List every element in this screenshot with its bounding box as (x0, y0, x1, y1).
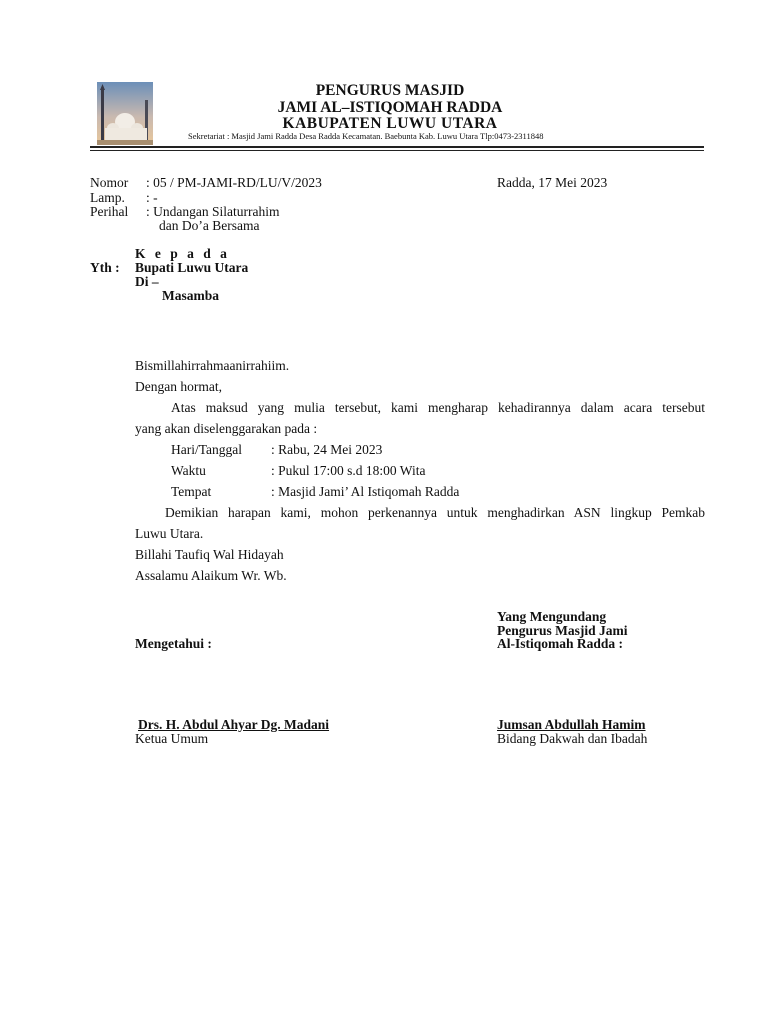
left-signatory-name: Drs. H. Abdul Ahyar Dg. Madani (138, 717, 330, 732)
detail-value-place: : Masjid Jami’ Al Istiqomah Radda (271, 484, 460, 499)
left-signatory-title: Ketua Umum (135, 731, 209, 746)
nomor-label: Nomor (90, 175, 129, 190)
detail-label-date: Hari/Tanggal (171, 442, 243, 457)
yth-label: Yth : (90, 260, 120, 275)
perihal-label: Perihal (90, 204, 129, 219)
paragraph-2-line-2: Luwu Utara. (135, 526, 204, 541)
lamp-value: : - (146, 190, 158, 205)
org-name-line1: PENGURUS MASJID (315, 82, 465, 99)
inviter-heading-2: Pengurus Masjid Jami (497, 623, 628, 638)
mosque-photo-icon (97, 82, 153, 145)
greeting-text: Dengan hormat, (135, 379, 222, 394)
org-name-line2: JAMI AL–ISTIQOMAH RADDA (277, 99, 503, 116)
perihal-value-2: dan Do’a Bersama (159, 218, 260, 233)
recipient-city: Masamba (162, 288, 219, 303)
perihal-value: : Undangan Silaturrahim (146, 204, 280, 219)
kepada-label: K e p a d a (135, 246, 230, 261)
nomor-value: : 05 / PM-JAMI-RD/LU/V/2023 (146, 175, 322, 190)
opening-text: Bismillahirrahmaanirrahiim. (135, 358, 290, 373)
recipient-name: Bupati Luwu Utara (135, 260, 249, 275)
inviter-heading-3: Al-Istiqomah Radda : (497, 636, 624, 651)
right-signatory-title: Bidang Dakwah dan Ibadah (497, 731, 648, 746)
paragraph-2-line-1: Demikian harapan kami, mohon perkenannya untuk menghadirkan ASN lingkup Pemkab (165, 505, 705, 520)
header-rule-thick (90, 146, 704, 148)
header-rule-thin (90, 150, 704, 151)
closing-line-1: Billahi Taufiq Wal Hidayah (135, 547, 284, 562)
right-signatory-name: Jumsan Abdullah Hamim (497, 717, 646, 732)
detail-value-date: : Rabu, 24 Mei 2023 (271, 442, 383, 457)
org-name-line3: KABUPATEN LUWU UTARA (282, 115, 498, 132)
detail-value-time: : Pukul 17:00 s.d 18:00 Wita (271, 463, 426, 478)
closing-line-2: Assalamu Alaikum Wr. Wb. (135, 568, 287, 583)
place-date: Radda, 17 Mei 2023 (497, 175, 608, 190)
paragraph-1-line-1: Atas maksud yang mulia tersebut, kami mengharap kehadirannya dalam acara tersebut (171, 400, 705, 415)
acknowledged-heading: Mengetahui : (135, 636, 212, 651)
paragraph-1-line-2: yang akan diselenggarakan pada : (135, 421, 318, 436)
org-address: Sekretariat : Masjid Jami Radda Desa Radda Kecamatan. Baebunta Kab. Luwu Utara Tlp:0473-2311848 (188, 131, 544, 141)
detail-label-time: Waktu (171, 463, 206, 478)
lamp-label: Lamp. (90, 190, 125, 205)
recipient-di: Di – (135, 274, 159, 289)
detail-label-place: Tempat (171, 484, 212, 499)
inviter-heading-1: Yang Mengundang (497, 609, 607, 624)
